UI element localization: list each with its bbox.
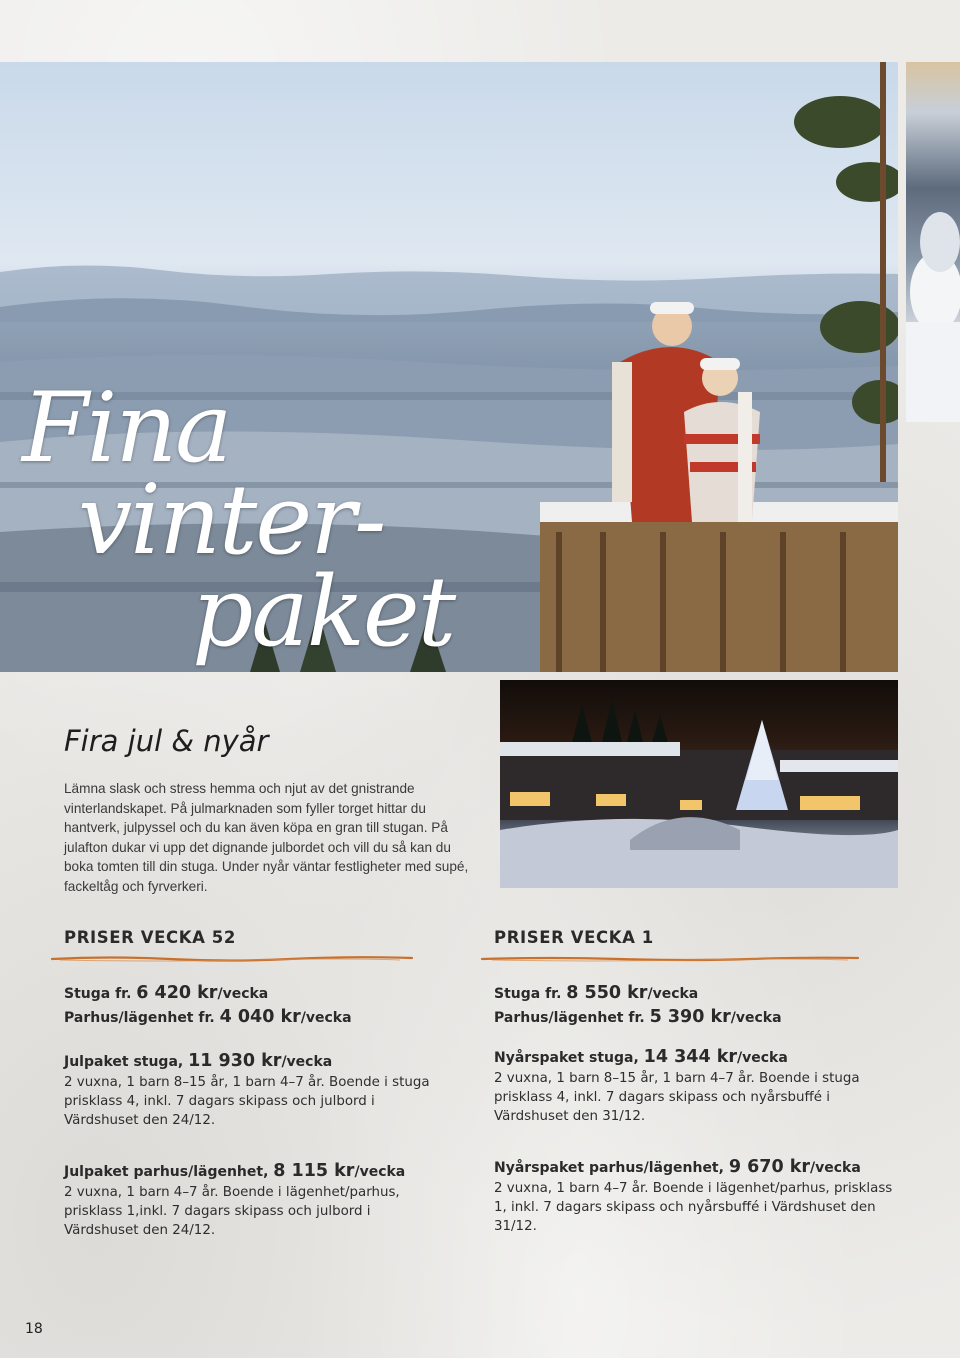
package-amount: 8 115 kr	[273, 1161, 355, 1181]
brush-rule-illustration	[480, 954, 860, 964]
price-parhus-unit: /vecka	[730, 1010, 782, 1026]
hero-title-line-2: vinter-	[78, 464, 385, 576]
package-nyarspaket-stuga	[494, 1046, 894, 1126]
prices-week-52	[64, 928, 444, 1240]
price-stuga	[494, 982, 894, 1006]
price-parhus	[494, 1006, 894, 1030]
price-stuga	[64, 982, 444, 1006]
price-parhus-unit: /vecka	[300, 1010, 352, 1026]
package-title	[64, 1160, 444, 1183]
hero-photo	[0, 62, 898, 672]
package-description: 2 vuxna, 1 barn 4–7 år. Boende i lägenhet/parhus, prisklass 1, inkl. 7 dagars skipass och nyårsbuffé i Värdshuset den 31/12.	[494, 1181, 893, 1234]
package-name: Nyårspaket parhus/lägenhet,	[494, 1160, 724, 1176]
package-name: Julpaket stuga,	[64, 1054, 184, 1070]
week-52-heading: PRISER VECKA 52	[64, 928, 236, 947]
price-parhus	[64, 1006, 444, 1030]
package-amount: 14 344 kr	[643, 1047, 737, 1067]
price-stuga-amount: 8 550 kr	[566, 983, 648, 1003]
package-unit: /vecka	[737, 1050, 788, 1066]
price-parhus-amount: 5 390 kr	[649, 1007, 731, 1027]
snowy-tree-illustration	[906, 62, 960, 422]
package-nyarspaket-parhus	[494, 1156, 894, 1236]
package-unit: /vecka	[354, 1164, 406, 1180]
package-amount: 9 670 kr	[728, 1157, 810, 1177]
price-stuga-amount: 6 420 kr	[136, 983, 218, 1003]
side-snow-photo	[906, 62, 960, 422]
package-description: 2 vuxna, 1 barn 4–7 år. Boende i lägenhet/parhus, prisklass 1,inkl. 7 dagars skipass och julbord i Värdshuset den 24/12.	[64, 1185, 400, 1238]
package-title	[494, 1156, 894, 1179]
price-stuga-unit: /vecka	[647, 986, 699, 1002]
intro-heading: Fira jul & nyår	[64, 724, 269, 758]
week-1-heading: PRISER VECKA 1	[494, 928, 654, 947]
brush-rule-illustration	[50, 954, 414, 964]
hero-title-line-1: Fina	[22, 372, 231, 484]
hero-title-line-3: paket	[192, 556, 455, 668]
intro-body-text: Lämna slask och stress hemma och njut av det gnistrande vinterlandskapet. På julmarknaden som fyller torget hittar du hantverk, julpyssel och du kan även köpa en gran till stugan. På julafton dukar vi upp det dignande julbordet och vill du så kan du boka tomten till din stuga. Under nyår väntar festligheter med supé, fackeltåg och fyrverkeri.	[64, 781, 469, 894]
price-parhus-amount: 4 040 kr	[219, 1007, 301, 1027]
package-unit: /vecka	[281, 1054, 333, 1070]
price-stuga-label: Stuga fr.	[64, 986, 132, 1002]
package-description: 2 vuxna, 1 barn 8–15 år, 1 barn 4–7 år. Boende i stuga prisklass 4, inkl. 7 dagars skipass och nyårsbuffé i Värdshuset den 31/12.	[494, 1071, 860, 1124]
price-parhus-label: Parhus/lägenhet fr.	[64, 1010, 215, 1026]
price-stuga-unit: /vecka	[217, 986, 269, 1002]
christmas-village-photo	[500, 680, 898, 888]
package-name: Nyårspaket stuga,	[494, 1050, 639, 1066]
night-village-illustration	[500, 680, 898, 888]
price-parhus-label: Parhus/lägenhet fr.	[494, 1010, 645, 1026]
package-name: Julpaket parhus/lägenhet,	[64, 1164, 269, 1180]
package-unit: /vecka	[810, 1160, 861, 1176]
page-number: 18	[25, 1321, 43, 1337]
package-title	[64, 1050, 444, 1073]
price-stuga-label: Stuga fr.	[494, 986, 562, 1002]
package-amount: 11 930 kr	[188, 1051, 282, 1071]
package-julpaket-parhus	[64, 1160, 444, 1240]
divider-rule	[64, 952, 444, 982]
hero-title	[22, 372, 455, 668]
package-julpaket-stuga	[64, 1050, 444, 1130]
divider-rule	[494, 952, 894, 982]
package-description: 2 vuxna, 1 barn 8–15 år, 1 barn 4–7 år. Boende i stuga prisklass 4, inkl. 7 dagars skipass och julbord i Värdshuset den 24/12.	[64, 1075, 430, 1128]
package-title	[494, 1046, 894, 1069]
prices-week-1	[494, 928, 894, 1236]
